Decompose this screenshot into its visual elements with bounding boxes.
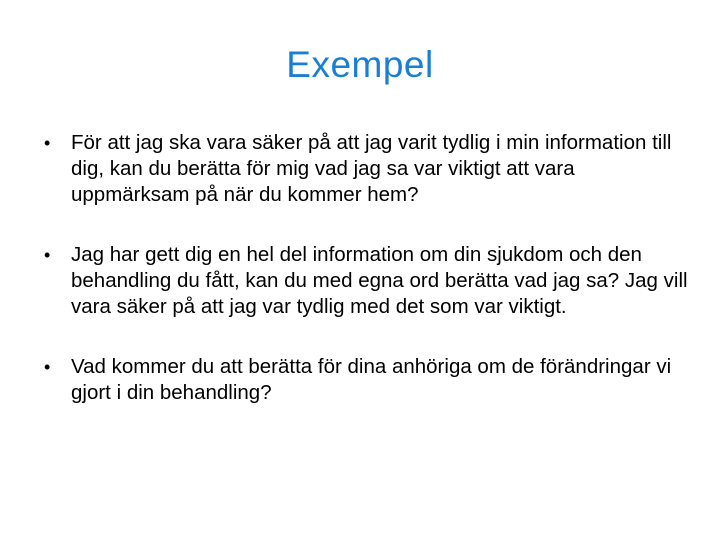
slide-title: Exempel <box>286 44 434 85</box>
bullet-item <box>44 130 694 208</box>
bullet-marker-icon: • <box>44 133 51 153</box>
bullet-list <box>44 130 694 440</box>
bullet-marker-icon: • <box>44 357 51 377</box>
bullet-text: Jag har gett dig en hel del information om din sjukdom och den behandling du fått, kan du med egna ord berätta vad jag sa? Jag vill vara säker på att jag var tydlig med det som var viktigt. <box>71 243 688 318</box>
bullet-text: För att jag ska vara säker på att jag varit tydlig i min information till dig, kan du berätta för mig vad jag sa var viktigt att vara uppmärksam på när du kommer hem? <box>71 131 672 206</box>
bullet-item <box>44 354 694 406</box>
bullet-text: Vad kommer du att berätta för dina anhöriga om de förändringar vi gjort i din behandling? <box>71 355 672 404</box>
bullet-marker-icon: • <box>44 245 51 265</box>
bullet-item <box>44 242 694 320</box>
